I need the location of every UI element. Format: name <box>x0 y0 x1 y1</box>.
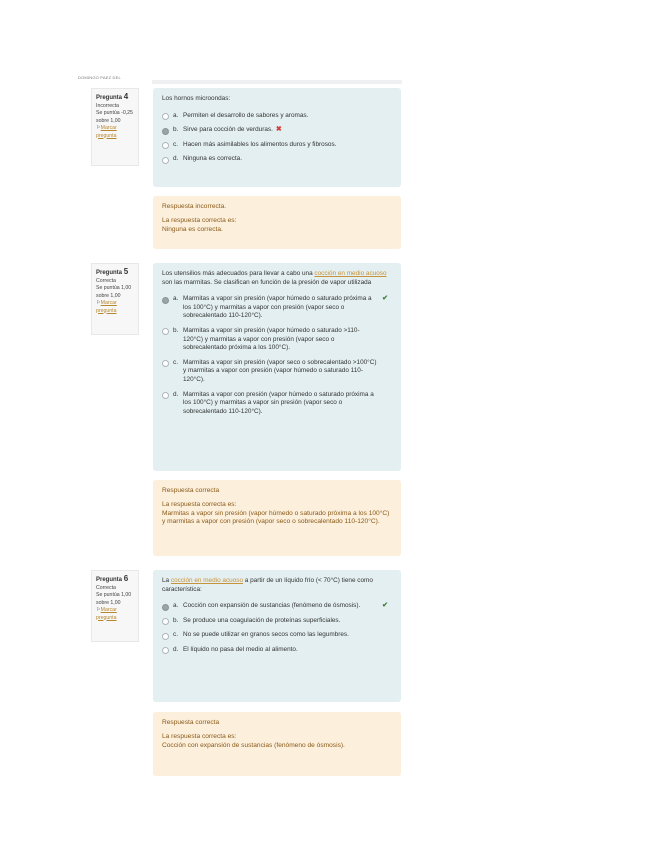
question-status: Correcta <box>96 584 116 591</box>
flag-icon: ⚐ <box>96 300 101 306</box>
question-box-6 <box>153 570 401 702</box>
feedback-title: Respuesta correcta <box>162 719 220 726</box>
radio-button[interactable] <box>162 647 169 654</box>
feedback-label: La respuesta correcta es: <box>162 732 237 740</box>
glossary-link[interactable]: cocción en medio acuoso <box>314 270 387 277</box>
question-number: Pregunta 6 <box>96 574 129 583</box>
answer-option-c[interactable]: c. Marmitas a vapor sin presión (vapor seco o sobrecalentado >100°C) y marmitas a vapor con presión (vapor húmedo o saturado 110-120°C). <box>162 359 392 385</box>
feedback-label: La respuesta correcta es: <box>162 500 237 508</box>
answer-option-b[interactable]: b. Se produce una coagulación de proteínas superficiales. <box>162 617 392 626</box>
answer-option-a[interactable]: a. Cocción con expansión de sustancias (fenómeno de ósmosis). ✔ <box>162 602 392 611</box>
flag-icon: ⚐ <box>96 607 101 613</box>
radio-button[interactable] <box>162 618 169 625</box>
feedback-title: Respuesta correcta <box>162 487 220 494</box>
answer-option-b[interactable]: b. Sirve para cocción de verduras. ✖ <box>162 126 392 135</box>
answer-option-d[interactable]: d. El líquido no pasa del medio al alimento. <box>162 646 392 655</box>
question-info-6 <box>91 570 139 642</box>
radio-button[interactable] <box>162 633 169 640</box>
radio-button-selected[interactable] <box>162 604 169 611</box>
feedback-box-5 <box>153 480 401 556</box>
radio-button[interactable] <box>162 328 169 335</box>
question-box-5 <box>153 263 401 471</box>
question-text: Los utensilios más adecuados para llevar a cabo una cocción en medio acuoso son las marmitas. Se clasifican en función de la presión de vapor utilizada <box>162 270 387 286</box>
feedback-answer: Marmitas a vapor sin presión (vapor húmedo o saturado próxima a los 100°C) y marmitas a vapor con presión (vapor seco o sobrecalentado 110-120°C). <box>162 509 390 526</box>
answer-option-a[interactable]: a. Permiten el desarrollo de sabores y aromas. <box>162 112 392 121</box>
question-status: Correcta <box>96 277 116 284</box>
question-info-5 <box>91 263 139 335</box>
feedback-label: La respuesta correcta es: <box>162 216 237 224</box>
flag-question-link[interactable]: ⚐Marcar pregunta <box>96 125 117 139</box>
user-name: DOMINGO PAEZ DEL <box>78 75 121 80</box>
radio-button[interactable] <box>162 142 169 149</box>
answer-option-d[interactable]: d. Marmitas a vapor con presión (vapor húmedo o saturado próxima a los 100°C) y marmitas a vapor sin presión (vapor seco o sobrecalentado 110-120°C). <box>162 391 392 417</box>
question-status: Incorrecta <box>96 102 120 109</box>
radio-button-selected[interactable] <box>162 297 169 304</box>
incorrect-icon: ✖ <box>275 126 282 134</box>
question-text: La cocción en medio acuoso a partir de un líquido frío (< 70°C) tiene como característica: <box>162 577 373 593</box>
flag-question-link[interactable]: ⚐Marcar pregunta <box>96 607 117 621</box>
glossary-link[interactable]: cocción en medio acuoso <box>170 577 244 584</box>
question-number: Pregunta 4 <box>96 92 129 101</box>
question-score: Se puntúa 1,00 sobre 1,00 <box>96 285 132 299</box>
radio-button[interactable] <box>162 392 169 399</box>
feedback-answer: Cocción con expansión de sustancias (fenómeno de ósmosis). <box>162 741 345 749</box>
answer-option-d[interactable]: d. Ninguna es correcta. <box>162 155 392 164</box>
feedback-box-4 <box>153 196 401 249</box>
question-number: Pregunta 5 <box>96 267 129 276</box>
answer-option-a[interactable]: a. Marmitas a vapor sin presión (vapor húmedo o saturado próxima a los 100°C) y marmitas a vapor con presión (vapor seco o sobrecalentado 110-120°C). ✔ <box>162 295 392 321</box>
question-box-4 <box>153 88 401 187</box>
question-text: Los hornos microondas: <box>162 95 231 102</box>
radio-button[interactable] <box>162 113 169 120</box>
correct-check-icon: ✔ <box>382 602 388 610</box>
flag-icon: ⚐ <box>96 125 101 131</box>
radio-button-selected[interactable] <box>162 128 169 135</box>
answer-option-c[interactable]: c. No se puede utilizar en granos secos como las legumbres. <box>162 631 392 640</box>
answer-option-c[interactable]: c. Hacen más asimilables los alimentos duros y fibrosos. <box>162 141 392 150</box>
question-info-4 <box>91 88 139 166</box>
radio-button[interactable] <box>162 360 169 367</box>
feedback-title: Respuesta incorrecta. <box>162 203 227 210</box>
answer-option-b[interactable]: b. Marmitas a vapor sin presión (vapor húmedo o saturado >110-120°C) y marmitas a vapor con presión (vapor seco o sobrecalentado próxima a los 100°C). <box>162 327 392 353</box>
header-divider <box>152 80 402 84</box>
feedback-answer: Ninguna es correcta. <box>162 225 223 233</box>
radio-button[interactable] <box>162 157 169 164</box>
question-score: Se puntúa -0,25 sobre 1,00 <box>96 110 133 124</box>
question-score: Se puntúa 1,00 sobre 1,00 <box>96 592 132 606</box>
flag-question-link[interactable]: ⚐Marcar pregunta <box>96 300 117 314</box>
feedback-box-6 <box>153 712 401 776</box>
correct-check-icon: ✔ <box>382 295 388 303</box>
